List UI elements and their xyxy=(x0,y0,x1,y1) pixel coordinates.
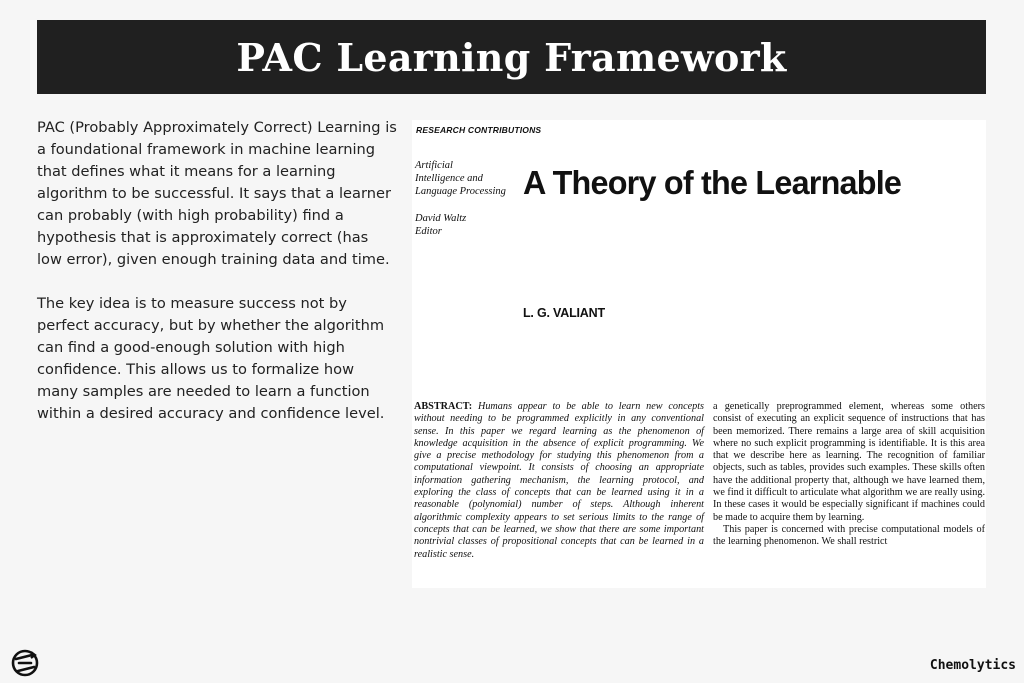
description-paragraph-2: The key idea is to measure success not by perfect accuracy, but by whether the algorithm can find a good-enough solution with high confidence. This allows us to formalize how many samples are needed to learn a function within a desired accuracy and confidence level. xyxy=(37,295,385,422)
paper-department xyxy=(415,159,506,198)
chemolytics-logo-icon xyxy=(10,648,40,678)
paper-department-line: Language Processing xyxy=(415,186,506,197)
paper-body-paragraph: a genetically preprogrammed element, whereas some others consist of executing an explicit sequence of instructions that has been memorized. There remains a large area of skill acquisition where no such explicit programming is identifiable. It is this area that we describe here as learning. The recognition of familiar objects, such as tables, provides such examples. These skills often have the additional property that, although we have learned them, we find it difficult to articulate what algorithm we are really using. In these cases it would be especially significant if machines could be made to acquire them by learning. xyxy=(713,401,985,523)
description-paragraph-1: PAC (Probably Approximately Correct) Learning is a foundational framework in machine learning that defines what it means for a learning algorithm to be successful. It says that a learner can probably (with high probability) find a hypothesis that is approximately correct (has low error), given enough training data and time. xyxy=(37,119,397,268)
description-text xyxy=(37,117,397,447)
paper-title: A Theory of the Learnable xyxy=(523,164,902,201)
paper-author: L. G. VALIANT xyxy=(523,306,605,320)
paper-abstract xyxy=(414,401,704,561)
paper-excerpt-image xyxy=(412,120,986,588)
slide-title: PAC Learning Framework xyxy=(236,34,787,80)
brand-name: Chemolytics xyxy=(929,658,1016,673)
paper-editor xyxy=(415,212,466,238)
paper-editor-name: David Waltz xyxy=(415,213,467,224)
paper-editor-role: Editor xyxy=(415,226,442,237)
paper-department-line: Intelligence and xyxy=(415,173,483,184)
abstract-label: ABSTRACT: xyxy=(414,401,473,412)
paper-body-column xyxy=(713,401,985,549)
paper-department-line: Artificial xyxy=(415,160,453,171)
paper-body-paragraph: This paper is concerned with precise computational models of the learning phenomenon. We shall restrict xyxy=(713,523,985,548)
abstract-text: Humans appear to be able to learn new concepts without needing to be programmed explicitly in any conventional sense. In this paper we regard learning as the phenomenon of knowledge acquisition in the absence of explicit programming. We give a precise methodology for studying this phenomenon from a computational viewpoint. It consists of choosing an appropriate information gathering mechanism, the learning protocol, and exploring the class of concepts that can be learned using it in a reasonable (polynomial) number of steps. Although inherent algorithmic complexity appears to set serious limits to the range of concepts that can be learned, we show that there are some important nontrivial classes of propositional concepts that can be learned in a realistic sense. xyxy=(414,401,705,560)
title-bar xyxy=(37,20,986,94)
paper-section-header: RESEARCH CONTRIBUTIONS xyxy=(416,125,542,135)
